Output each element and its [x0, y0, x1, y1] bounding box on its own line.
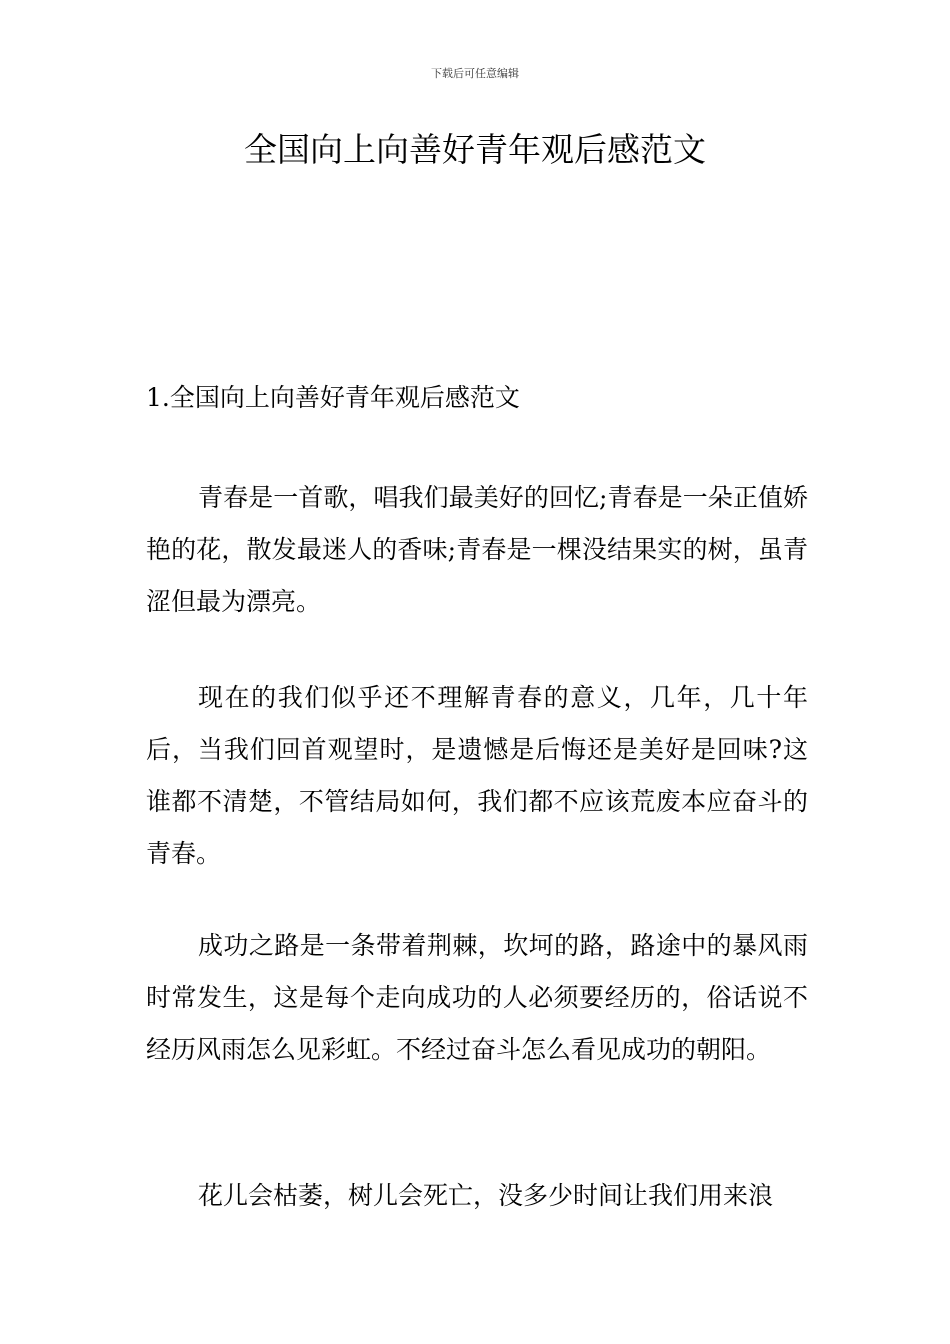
paragraph-3: 成功之路是一条带着荆棘，坎坷的路，路途中的暴风雨时常发生，这是每个走向成功的人必须要经历的，俗话说不经历风雨怎么见彩虹。不经过奋斗怎么看见成功的朝阳。 [146, 931, 808, 1064]
paragraph-4: 花儿会枯萎，树儿会死亡，没多少时间让我们用来浪 [198, 1181, 774, 1210]
paragraph-2: 现在的我们似乎还不理解青春的意义，几年，几十年后，当我们回首观望时，是遗憾是后悔还是美好是回味?这谁都不清楚，不管结局如何，我们都不应该荒废本应奋斗的青春。 [146, 683, 808, 868]
section-heading: 1.全国向上向善好青年观后感范文 [146, 383, 520, 412]
header-note: 下载后可任意编辑 [431, 67, 519, 80]
document-title: 全国向上向善好青年观后感范文 [244, 130, 706, 169]
paragraph-1: 青春是一首歌，唱我们最美好的回忆;青春是一朵正值娇艳的花，散发最迷人的香味;青春是一棵没结果实的树，虽青涩但最为漂亮。 [146, 483, 808, 616]
